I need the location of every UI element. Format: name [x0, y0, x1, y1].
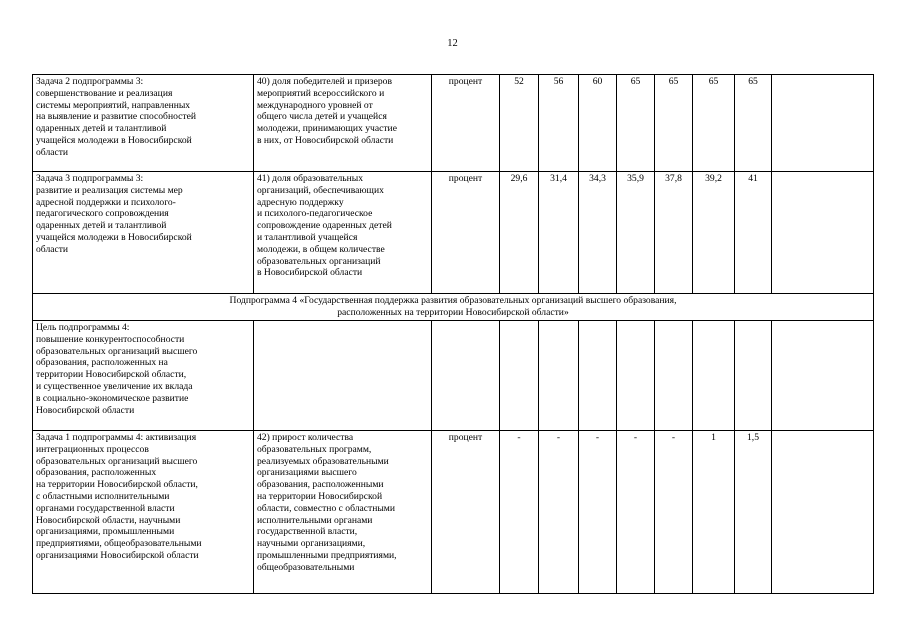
- value-cell: [693, 321, 735, 431]
- value-cell: [772, 75, 874, 172]
- value-cell: [772, 321, 874, 431]
- value-cell: 65: [617, 75, 655, 172]
- unit-cell: процент: [432, 172, 500, 294]
- value-cell: 39,2: [693, 172, 735, 294]
- value-cell: 35,9: [617, 172, 655, 294]
- value-cell: -: [655, 431, 693, 594]
- subprogram-title: Подпрограмма 4 «Государственная поддержка развития образовательных организаций высшего образования, расположенных на территории Новосибирской области»: [33, 294, 874, 321]
- unit-cell: процент: [432, 431, 500, 594]
- value-cell: 56: [539, 75, 579, 172]
- value-cell: [539, 321, 579, 431]
- unit-cell: процент: [432, 75, 500, 172]
- value-cell: 65: [693, 75, 735, 172]
- indicator-cell: 41) доля образовательных организаций, обеспечивающих адресную поддержку и психолого-педагогическое сопровождение одаренных детей и талантливой учащейся молодежи, в общем количестве образовательных организаций в Новосибирской области: [254, 172, 432, 294]
- value-cell: -: [579, 431, 617, 594]
- unit-cell: [432, 321, 500, 431]
- goal-cell: Задача 1 подпрограммы 4: активизация интеграционных процессов образовательных организаций высшего образования, расположенных на территории Новосибирской области, с областными исполнительными органами государственной власти Новосибирской области, научными организациями, промышленными предприятиями, общеобразовательными организациями Новосибирской области: [33, 431, 254, 594]
- value-cell: 60: [579, 75, 617, 172]
- value-cell: -: [617, 431, 655, 594]
- value-cell: 29,6: [500, 172, 539, 294]
- goal-cell: Задача 2 подпрограммы 3: совершенствование и реализация системы мероприятий, направленных на выявление и развитие способностей одаренных детей и талантливой учащейся молодежи в Новосибирской области: [33, 75, 254, 172]
- value-cell: 41: [735, 172, 772, 294]
- value-cell: [500, 321, 539, 431]
- goal-cell: Цель подпрограммы 4: повышение конкурентоспособности образовательных организаций высшего образования, расположенных на территории Новосибирской области, и существенное увеличение их вклада в социально-экономическое развитие Новосибирской области: [33, 321, 254, 431]
- indicator-cell: [254, 321, 432, 431]
- page-number: 12: [447, 38, 458, 49]
- indicators-table: [32, 74, 874, 594]
- value-cell: 1,5: [735, 431, 772, 594]
- value-cell: 65: [655, 75, 693, 172]
- value-cell: [617, 321, 655, 431]
- value-cell: [735, 321, 772, 431]
- value-cell: 34,3: [579, 172, 617, 294]
- section-title-row: [33, 294, 874, 321]
- table-row: [33, 172, 874, 294]
- value-cell: 52: [500, 75, 539, 172]
- value-cell: 1: [693, 431, 735, 594]
- value-cell: 65: [735, 75, 772, 172]
- value-cell: 37,8: [655, 172, 693, 294]
- value-cell: -: [500, 431, 539, 594]
- value-cell: 31,4: [539, 172, 579, 294]
- value-cell: [579, 321, 617, 431]
- indicator-cell: 42) прирост количества образовательных программ, реализуемых образовательными организациями высшего образования, расположенными на территории Новосибирской области, совместно с областными исполнительными органами государственной власти, научными организациями, промышленными предприятиями, общеобразовательными: [254, 431, 432, 594]
- table-row: [33, 431, 874, 594]
- table-row: [33, 75, 874, 172]
- indicator-cell: 40) доля победителей и призеров мероприятий всероссийского и международного уровней от общего числа детей и учащейся молодежи, принимающих участие в них, от Новосибирской области: [254, 75, 432, 172]
- value-cell: -: [539, 431, 579, 594]
- table-row: [33, 321, 874, 431]
- value-cell: [655, 321, 693, 431]
- goal-cell: Задача 3 подпрограммы 3: развитие и реализация системы мер адресной поддержки и психолого- педагогического сопровождения одаренных детей и талантливой учащейся молодежи в Новосибирской области: [33, 172, 254, 294]
- value-cell: [772, 172, 874, 294]
- value-cell: [772, 431, 874, 594]
